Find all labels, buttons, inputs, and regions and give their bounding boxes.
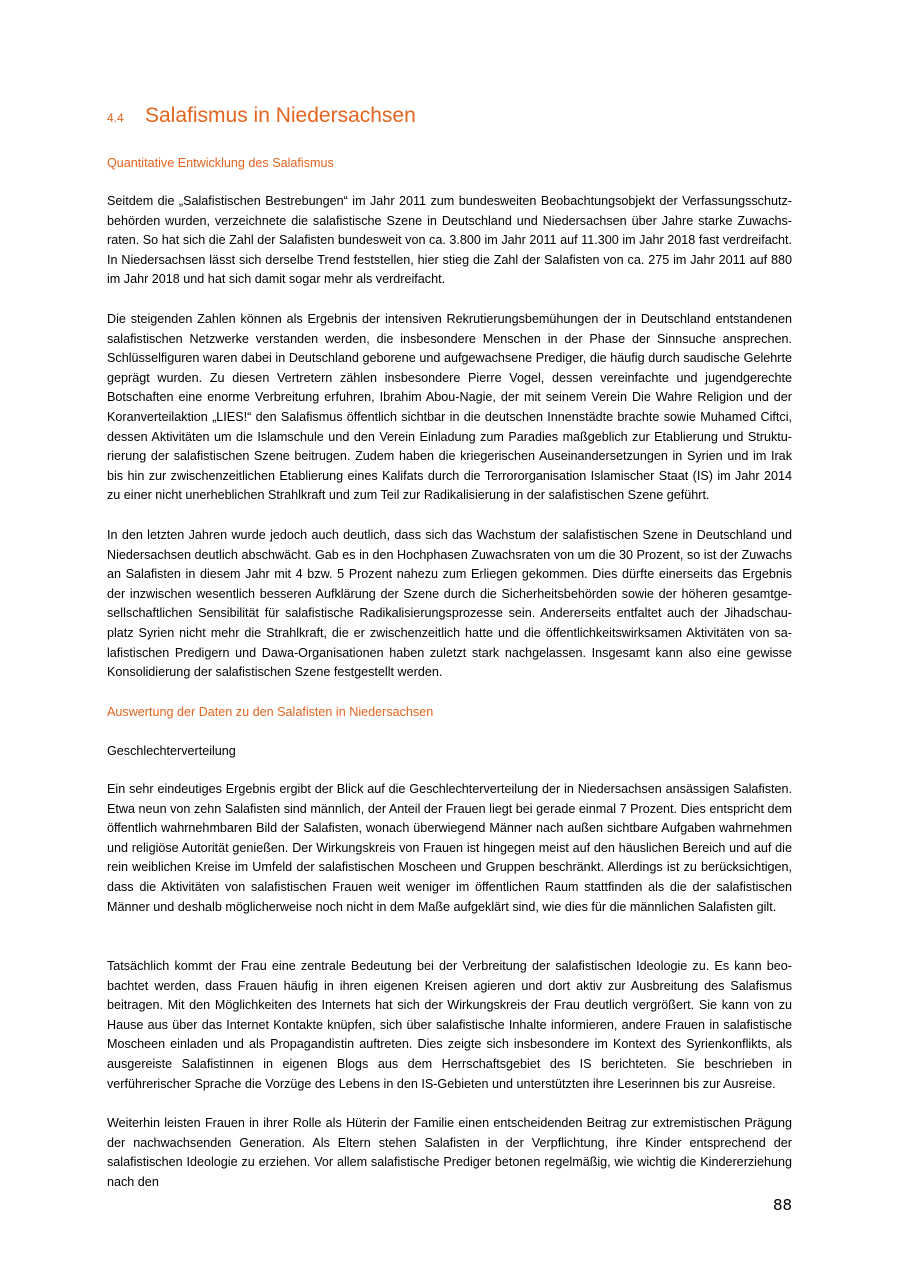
paragraph: Die steigenden Zahlen können als Ergebnis der intensiven Rekrutierungsbemühungen der in Deutschland entstandenen salafistischen Netzwerke verstanden werden, die insbesondere Menschen in der Phase der Sinnsuche ansprechen. Schlüsselfiguren waren dabei in Deutschland geborene und aufgewachsene Prediger, die häufig durch saudische Gelehrte geprägt wurden. Zu diesen Vertretern zählen insbesondere Pierre Vogel, dessen vereinfachte und jugendgerechte Botschaften eine enorme Verbreitung erfuhren, Ibrahim Abou-Nagie, der mit seinem Verein Die Wahre Religion und der Koranverteilaktion „LIES!“ den Salafismus öffentlich sichtbar in die deutschen Innenstädte brachte sowie Muhamed Ciftci, dessen Aktivitäten um die Islamschule und den Verein Einladung zum Paradies maßgeblich zur Etablierung und Strukturierung der salafistischen Szene beitrugen. Zudem haben die kriegerischen Auseinandersetzungen in Syrien und im Irak bis hin zur zwischenzeitlichen Etablierung eines Kalifats durch die Terrororganisation Islamischer Staat (IS) im Jahr 2014 zu einer nicht unerheblichen Strahlkraft und zum Teil zur Radikalisierung in der salafistischen Szene geführt.: [107, 312, 792, 503]
section-heading: [107, 104, 792, 128]
section-number: 4.4: [107, 111, 124, 125]
subheading-data-evaluation: Auswertung der Daten zu den Salafisten in Niedersachsen: [107, 705, 434, 719]
paragraph: Tatsächlich kommt der Frau eine zentrale Bedeutung bei der Verbreitung der salafistischen Ideologie zu. Es kann beobachtet werden, dass Frauen häufig in ihren eigenen Kreisen agieren und dort aktiv zur Ausbreitung des Salafismus beitragen. Mit den Möglichkeiten des Internets hat sich der Wirkungskreis der Frau deutlich vergrößert. Sie kann von zu Hause aus über das Internet Kontakte knüpfen, sich über salafistische Inhalte informieren, andere Frauen in salafistische Moscheen einladen und als Propagandistin auftreten. Dies zeigte sich insbesondere im Kontext des Syrienkonflikts, als ausgereiste Salafistinnen in eigenen Blogs aus dem Herrschaftsgebiet des IS berichteten. Sie beschrieben in verführerischer Sprache die Vorzüge des Lebens in den IS-Gebieten und unterstützten ihre Leserinnen bis zur Ausreise.: [107, 959, 792, 1091]
paragraph: Seitdem die „Salafistischen Bestrebungen“ im Jahr 2011 zum bundesweiten Beobachtungsobjekt der Verfassungsschutzbehörden wurden, verzeichnete die salafistische Szene in Deutschland und Niedersachsen über Jahre starke Zuwachsraten. So hat sich die Zahl der Salafisten bundesweit von ca. 3.800 im Jahr 2011 auf 11.300 im Jahr 2018 fast verdreifacht. In Niedersachsen lässt sich derselbe Trend feststellen, hier stieg die Zahl der Salafisten von ca. 275 im Jahr 2011 auf 880 im Jahr 2018 und hat sich damit sogar mehr als verdreifacht.: [107, 194, 792, 287]
paragraph: Ein sehr eindeutiges Ergebnis ergibt der Blick auf die Geschlechterverteilung der in Niedersachsen ansässigen Salafisten. Etwa neun von zehn Salafisten sind männlich, der Anteil der Frauen liegt bei gerade einmal 7 Prozent. Dies entspricht dem öffentlich wahrnehmbaren Bild der Salafisten, wonach überwiegend Männer nach außen sichtbare Aufgaben wahrnehmen und religiöse Autorität genießen. Der Wirkungskreis von Frauen ist hingegen meist auf den häuslichen Bereich und auf die rein weiblichen Kreise im Umfeld der salafistischen Moscheen und Gruppen beschränkt. Allerdings ist zu berücksichtigen, dass die Aktivitäten von salafistischen Frauen weit weniger im öffentlichen Raum stattfinden als die der salafistischen Männer und deshalb möglicherweise noch nicht in dem Maße aufgeklärt sind, wie dies für die männlichen Salafisten gilt.: [107, 782, 792, 914]
subheading-quantitative-development: Quantitative Entwicklung des Salafismus: [107, 156, 334, 170]
paragraph: In den letzten Jahren wurde jedoch auch deutlich, dass sich das Wachstum der salafistischen Szene in Deutschland und Niedersachsen deutlich abschwächt. Gab es in den Hochphasen Zuwachsraten von um die 30 Prozent, so ist der Zuwachs an Salafisten in diesem Jahr mit 4 bzw. 5 Prozent nahezu zum Erliegen gekommen. Dies dürfte einerseits das Ergebnis der inzwischen wesentlich besseren Aufklärung der Szene durch die Sicherheitsbehörden sowie der höheren gesamtgesellschaftlichen Sensibilität für salafistische Radikalisierungsprozesse sein. Andererseits entfaltet auch der Jihadschauplatz Syrien nicht mehr die Strahlkraft, die er zwischenzeitlich hatte und die öffentlichkeitswirksamen Aktivitäten von salafistischen Predigern und Dawa-Organisationen haben zuletzt stark nachgelassen. Insgesamt kann also eine gewisse Konsolidierung der salafistischen Szene festgestellt werden.: [107, 528, 792, 680]
subheading-gender-distribution: Geschlechterverteilung: [107, 744, 236, 758]
paragraph: Weiterhin leisten Frauen in ihrer Rolle als Hüterin der Familie einen entscheidenden Beitrag zur extremistischen Prägung der nachwachsenden Generation. Als Eltern stehen Salafisten in der Verpflichtung, ihre Kinder entsprechend der salafistischen Ideologie zu erziehen. Vor allem salafistische Prediger betonen regelmäßig, wie wichtig die Kindererziehung nach den: [107, 1116, 792, 1189]
section-title: Salafismus in Niedersachsen: [145, 104, 416, 127]
page-number: 88: [773, 1196, 793, 1214]
